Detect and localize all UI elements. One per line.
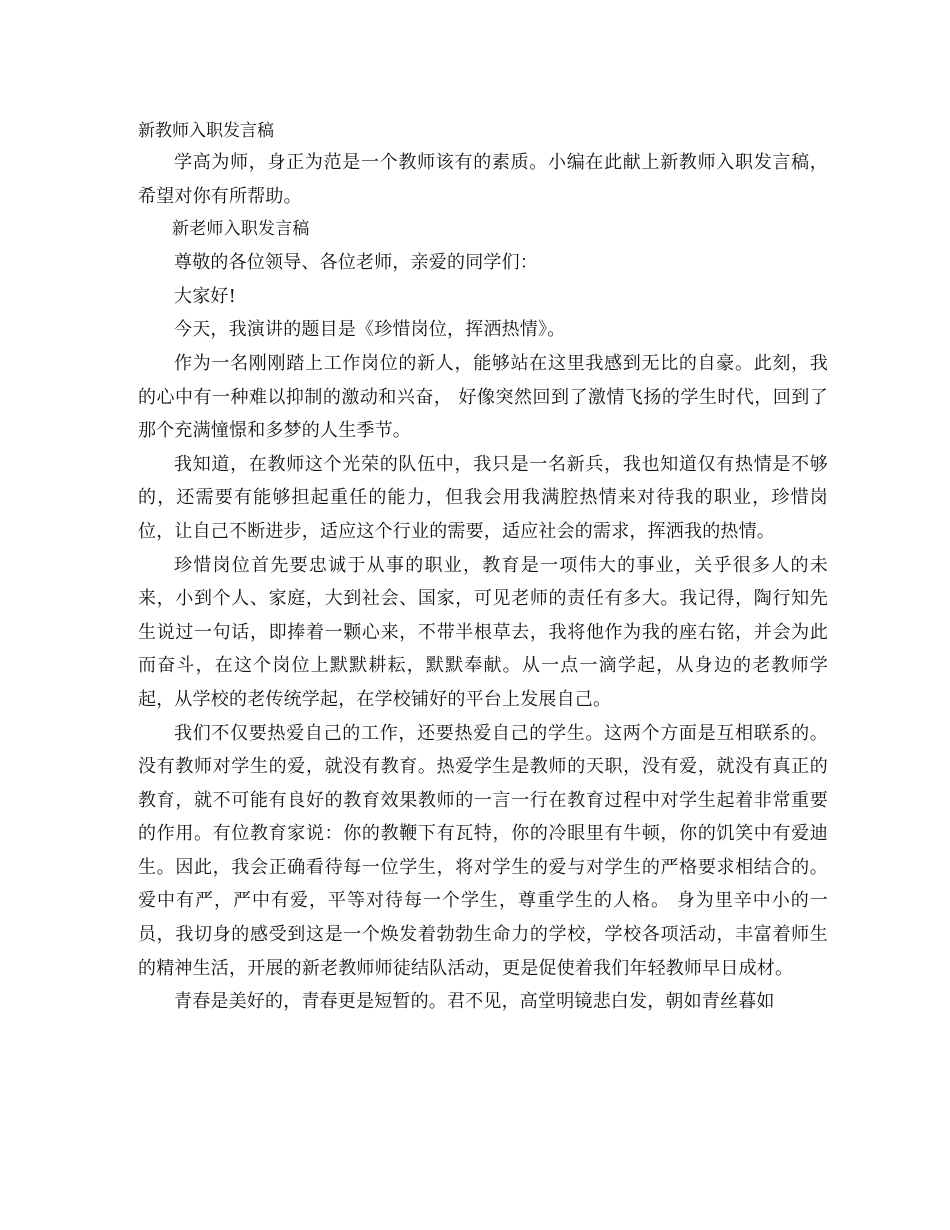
document-page [138,116,828,1019]
paragraph-body-5: 青春是美好的，青春更是短暂的。君不见，高堂明镜悲白发，朝如青丝暮如 [174,991,775,1013]
paragraph-salutation: 尊敬的各位领导、各位老师，亲爱的同学们： [174,252,538,274]
paragraph-body-2: 我知道，在教师这个光荣的队伍中，我只是一名新兵，我也知道仅有热情是不够的，还需要有能够担起重任的能力，但我会用我满腔热情来对待我的职业，珍惜岗位，让自己不断进步，适应这个行业的需要，适应社会的需求，挥洒我的热情。 [138,453,828,542]
paragraph-subtitle: 新老师入职发言稿 [172,219,310,240]
paragraph-intro: 学高为师，身正为范是一个教师该有的素质。小编在此献上新教师入职发言稿，希望对你有所帮助。 [138,152,828,207]
paragraph-body-1: 作为一名刚刚踏上工作岗位的新人，能够站在这里我感到无比的自豪。此刻，我的心中有一种难以抑制的激动和兴奋， 好像突然回到了激情飞扬的学生时代，回到了那个充满憧憬和多梦的人生季节。 [138,352,828,442]
paragraph-greeting: 大家好! [174,285,237,307]
paragraph-body-4: 我们不仅要热爱自己的工作，还要热爱自己的学生。这两个方面是互相联系的。没有教师对学生的爱，就没有教育。热爱学生是教师的天职，没有爱，就没有真正的教育，就不可能有良好的教育效果教师的一言一行在教育过程中对学生起着非常重要的作用。有位教育家说：你的教鞭下有瓦特，你的冷眼里有牛顿，你的饥笑中有爱迪生。因此，我会正确看待每一位学生，将对学生的爱与对学生的严格要求相结合的。爱中有严，严中有爱，平等对待每一个学生，尊重学生的人格。 身为里辛中小的一员，我切身的感受到这是一个焕发着勃勃生命力的学校，学校各项活动，丰富着师生的精神生活，开展的新老教师师徒结队活动，更是促使着我们年轻教师早日成材。 [138,722,828,979]
paragraph-topic: 今天，我演讲的题目是《珍惜岗位，挥洒热情》。 [174,319,566,341]
document-title: 新教师入职发言稿 [138,121,274,141]
paragraph-body-3: 珍惜岗位首先要忠诚于从事的职业，教育是一项伟大的事业，关乎很多人的未来，小到个人、家庭，大到社会、国家，可见老师的责任有多大。我记得，陶行知先生说过一句话，即捧着一颗心来，不带半根草去，我将他作为我的座右铭，并会为此而奋斗，在这个岗位上默默耕耘，默默奉献。从一点一滴学起，从身边的老教师学起，从学校的老传统学起，在学校铺好的平台上发展自己。 [138,554,828,710]
